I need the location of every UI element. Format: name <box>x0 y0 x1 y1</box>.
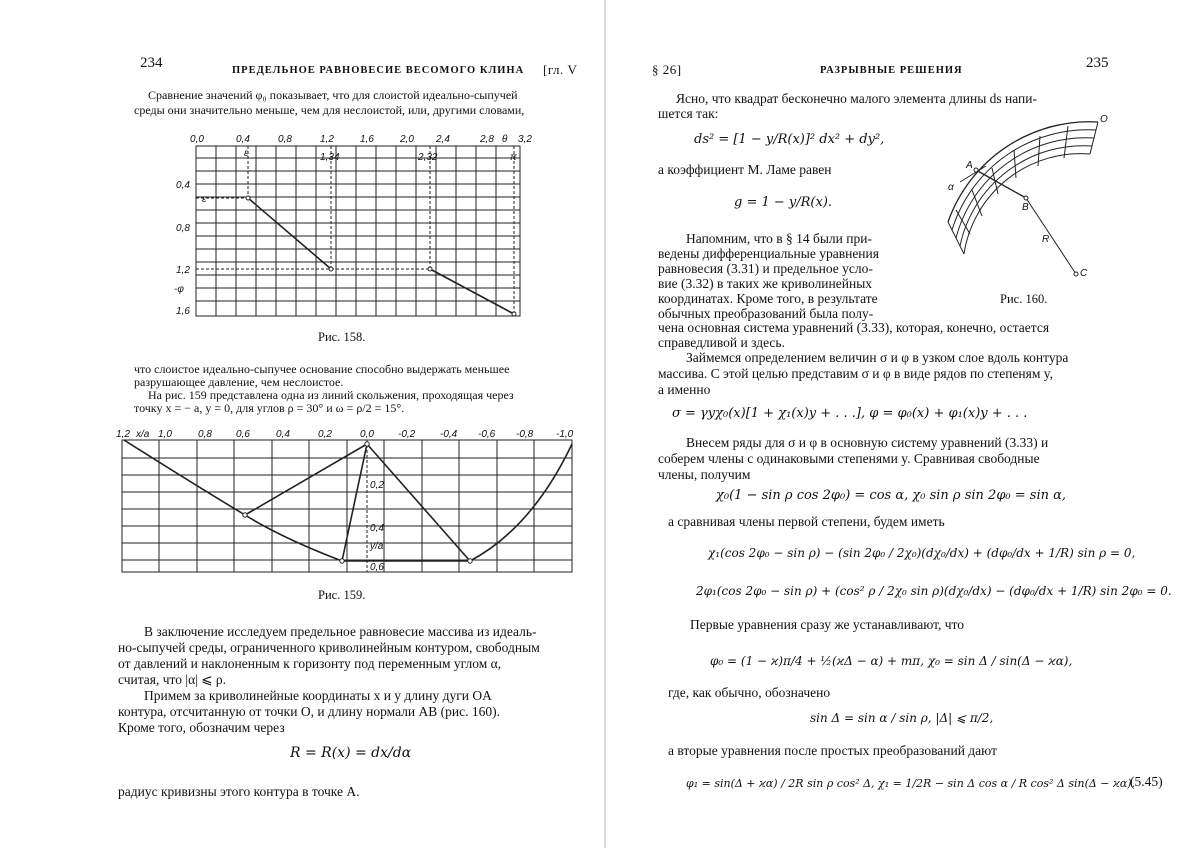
text-line: справедливой и здесь. <box>658 335 785 350</box>
axis-tick: 1,0 <box>158 429 172 440</box>
text-line: ведены дифференциальные уравнения <box>658 246 879 261</box>
text-line: шется так: <box>658 106 719 121</box>
text-line: В заключение исследуем предельное равновесие массива из идеаль- <box>144 624 537 639</box>
text-line: среды они значительно меньше, чем для неслоистой, или, другими словами, <box>134 103 525 117</box>
axis-tick: 0,6 <box>236 429 250 440</box>
diagram-label: A <box>966 160 973 171</box>
text-line: от давлений и наклоненным к горизонту под переменным углом α, <box>118 656 502 671</box>
axis-tick: 0,0 <box>360 429 374 440</box>
text-line: обычных преобразований была полу- <box>658 306 874 321</box>
axis-tick: 0,8 <box>278 134 292 145</box>
figure-159 <box>112 428 582 578</box>
text-line: точку x = − a, y = 0, для углов ρ = 30° и ω = ρ/2 = 15°. <box>134 401 405 415</box>
axis-tick: 0,4 <box>176 180 190 191</box>
axis-tick: -0,2 <box>398 429 416 440</box>
axis-tick: 1,2 <box>176 265 190 276</box>
text-line: что слоистое идеально-сыпучее основание способно выдержать меньшее <box>134 362 510 376</box>
figure-caption: Рис. 158. <box>318 330 366 344</box>
text-line: но-сыпучей среды, ограниченного криволинейным контуром, свободным <box>118 640 540 655</box>
figure-158 <box>168 126 548 321</box>
page-number: 235 <box>1086 55 1109 71</box>
formula: φ₁ = sin(Δ + ϰα) / 2R sin ρ cos² Δ, χ₁ = 1/2R − sin Δ cos α / R cos² Δ sin(Δ − ϰα). <box>686 777 1136 790</box>
axis-tick: 0,0 <box>190 134 204 145</box>
text-line: где, как обычно, обозначено <box>668 685 831 700</box>
axis-tick: θ <box>502 134 508 145</box>
axis-tick: 0,4 <box>236 134 250 145</box>
text-line: вие (3.32) в таких же криволинейных <box>658 276 873 291</box>
text-line: считая, что |α| ⩽ ρ. <box>118 672 227 687</box>
axis-tick: 2,8 <box>480 134 494 145</box>
text-line: равновесия (3.31) и предельное усло- <box>658 261 873 276</box>
equation-number: (5.45) <box>1130 774 1163 789</box>
axis-tick: 1,6 <box>176 306 190 317</box>
axis-tick: y/a <box>370 541 384 552</box>
text-line: а сравнивая члены первой степени, будем иметь <box>668 514 945 529</box>
formula: φ₀ = (1 − ϰ)π/4 + ½(ϰΔ − α) + mπ, χ₀ = sin Δ / sin(Δ − ϰα), <box>710 654 1073 668</box>
formula: R = R(x) = dx/dα <box>290 745 412 761</box>
axis-tick: 3,2 <box>518 134 532 145</box>
axis-tick: 1,2 <box>320 134 334 145</box>
text-line: члены, получим <box>658 467 751 482</box>
figure-caption: Рис. 159. <box>318 588 366 602</box>
annotation: ε <box>202 194 207 205</box>
diagram-label: R <box>1042 234 1050 245</box>
text-line: Внесем ряды для σ и φ в основную систему уравнений (3.33) и <box>686 435 1049 450</box>
text-line: массива. С этой целью представим σ и φ в виде рядов по степеням y, <box>658 366 1054 381</box>
formula: χ₁(cos 2φ₀ − sin ρ) − (sin 2φ₀ / 2χ₀)(dχ₀/dx) + (dφ₀/dx + 1/R) sin ρ = 0, <box>708 546 1136 560</box>
formula: sin Δ = sin α / sin ρ, |Δ| ⩽ π/2, <box>810 711 994 725</box>
axis-tick: 0,2 <box>370 480 384 491</box>
axis-tick: -φ <box>174 284 184 295</box>
axis-tick: -1,0 <box>556 429 574 440</box>
text-line: Сравнение значений φ₀ показывает, что для слоистой идеально-сыпучей <box>148 88 518 102</box>
text-line: координатах. Кроме того, в результате <box>658 291 878 306</box>
text-line: разрушающее давление, чем неслоистое. <box>134 375 344 389</box>
running-head: РАЗРЫВНЫЕ РЕШЕНИЯ <box>820 65 963 76</box>
text-line: Первые уравнения сразу же устанавливают, что <box>690 617 965 632</box>
axis-tick: 0,4 <box>276 429 290 440</box>
annotation: ε <box>244 148 249 159</box>
text-line: соберем члены с одинаковыми степенями y. Сравнивая свободные <box>658 451 1040 466</box>
text-line: Займемся определением величин σ и φ в узком слое вдоль контура <box>686 350 1069 365</box>
axis-tick: -0,8 <box>516 429 534 440</box>
right-page <box>608 0 1200 848</box>
diagram-label: O <box>1100 114 1108 125</box>
chapter-marker: [гл. V <box>543 62 578 77</box>
page-number: 234 <box>140 55 163 71</box>
text-line: а именно <box>658 382 711 397</box>
text-line: Напомним, что в § 14 были при- <box>686 231 872 246</box>
formula: g = 1 − y/R(x). <box>734 195 833 210</box>
book-spine <box>604 0 606 848</box>
running-head: ПРЕДЕЛЬНОЕ РАВНОВЕСИЕ ВЕСОМОГО КЛИНА <box>232 65 525 76</box>
text-line: а вторые уравнения после простых преобразований дают <box>668 743 997 758</box>
figure-caption: Рис. 160. <box>1000 292 1048 306</box>
text-line: Кроме того, обозначим через <box>118 720 285 735</box>
axis-tick: -0,4 <box>440 429 458 440</box>
axis-tick: 0,4 <box>370 523 384 534</box>
axis-tick: 2,0 <box>400 134 414 145</box>
text-line: чена основная система уравнений (3.33), которая, конечно, остается <box>658 320 1050 335</box>
axis-tick: 1,6 <box>360 134 374 145</box>
annotation: π <box>510 152 517 163</box>
axis-tick: -0,6 <box>478 429 496 440</box>
text-line: а коэффициент М. Ламе равен <box>658 162 832 177</box>
text-line: радиус кривизны этого контура в точке A. <box>118 784 360 799</box>
axis-tick: 0,8 <box>198 429 212 440</box>
formula: ds² = [1 − y/R(x)]² dx² + dy², <box>694 132 885 147</box>
section-marker: § 26] <box>652 62 682 77</box>
axis-tick: x/a <box>136 429 150 440</box>
axis-tick: 0,6 <box>370 562 384 573</box>
text-line: контура, отсчитанную от точки O, и длину нормали AB (рис. 160). <box>118 704 500 719</box>
figure-160 <box>938 112 1118 287</box>
axis-tick: 0,8 <box>176 223 190 234</box>
annotation: 1,34 <box>320 152 340 163</box>
formula: σ = γyχ₀(x)[1 + χ₁(x)y + . . .], φ = φ₀(x) + φ₁(x)y + . . . <box>672 406 1028 421</box>
diagram-label: B <box>1022 202 1029 213</box>
diagram-label: C <box>1080 268 1088 279</box>
text-line: Примем за криволинейные координаты x и y длину дуги OA <box>144 688 492 703</box>
formula: 2φ₁(cos 2φ₀ − sin ρ) + (cos² ρ / 2χ₀ sin ρ)(dχ₀/dx) − (dφ₀/dx + 1/R) sin 2φ₀ = 0. <box>696 584 1172 598</box>
formula: χ₀(1 − sin ρ cos 2φ₀) = cos α, χ₀ sin ρ sin 2φ₀ = sin α, <box>716 488 1067 503</box>
annotation: 2,32 <box>418 152 438 163</box>
text-line: Ясно, что квадрат бесконечно малого элемента длины ds напи- <box>676 91 1037 106</box>
axis-tick: 1,2 <box>116 429 130 440</box>
axis-tick: 0,2 <box>318 429 332 440</box>
diagram-label: α <box>948 182 954 193</box>
axis-tick: 2,4 <box>436 134 450 145</box>
text-line: На рис. 159 представлена одна из линий скольжения, проходящая через <box>148 388 514 402</box>
